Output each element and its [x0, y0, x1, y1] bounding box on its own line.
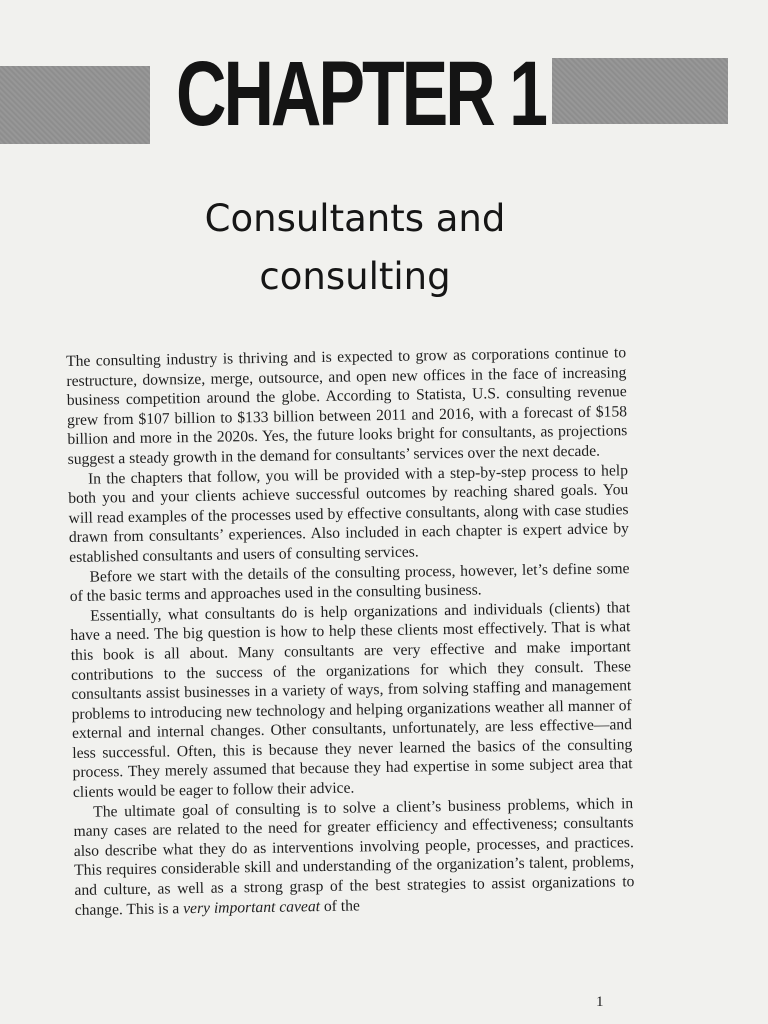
paragraph-5-start: The ultimate goal of consulting is to solve a client’s business problems, which in many cases are related to the need for greater efficiency and effectiveness; consultants also describe what they do as interventions involving people, processes, and practices. This requires considerable skill and understanding of the organization’s talent, problems, and culture, as well as a strong grasp of the best strategies to assist organizations to change. This is a: [73, 794, 635, 919]
paragraph-4: Essentially, what consultants do is help organizations and individuals (clients) that have a need. The big question is how to help these clients most effectively. That is what this book is all about. Many consultants are very effective and make important contributions to the success of the organizations for which they consult. These consultants assist businesses in a variety of ways, from solving staffing and management problems to introducing new technology and helping organizations weather all manner of external and internal changes. Other consultants, unfortunately, are less effective—and less successful. Often, this is because they never learned the basics of the consulting process. They merely assumed that because they had expertise in some subject area that clients would be eager to follow their advice.: [70, 598, 633, 802]
paragraph-5: [73, 794, 635, 920]
page-number: 1: [596, 994, 604, 1010]
chapter-band-left: [0, 66, 150, 144]
chapter-title-line2: consulting: [259, 255, 451, 298]
paragraph-5-end: of the: [319, 897, 360, 915]
chapter-band-right: [552, 58, 728, 124]
chapter-title: [120, 190, 590, 306]
paragraph-5-emphasis: very important caveat: [183, 897, 321, 917]
paragraph-1: The consulting industry is thriving and is expected to grow as corporations continue to restructure, downsize, merge, outsource, and open new offices in the face of increasing business competition around the globe. According to Statista, U.S. consulting revenue grew from $107 billion to $133 billion between 2011 and 2016, with a forecast of $158 billion and more in the 2020s. Yes, the future looks bright for consultants, as projections suggest a steady growth in the demand for consultants’ services over the next decade.: [66, 344, 628, 468]
paragraph-2: In the chapters that follow, you will be provided with a step-by-step process to help both you and your clients achieve successful outcomes by reaching shared goals. You will read examples of the processes used by effective consultants, along with case studies drawn from consultants’ experiences. Also included in each chapter is expert advice by established consultants and users of consulting services.: [68, 461, 629, 566]
paragraph-3: Before we start with the details of the consulting process, however, let’s define some of the basic terms and approaches used in the consulting business.: [69, 559, 630, 606]
chapter-heading: CHAPTER 1: [176, 43, 545, 145]
chapter-title-line1: Consultants and: [204, 197, 506, 240]
body-text: [66, 343, 635, 920]
